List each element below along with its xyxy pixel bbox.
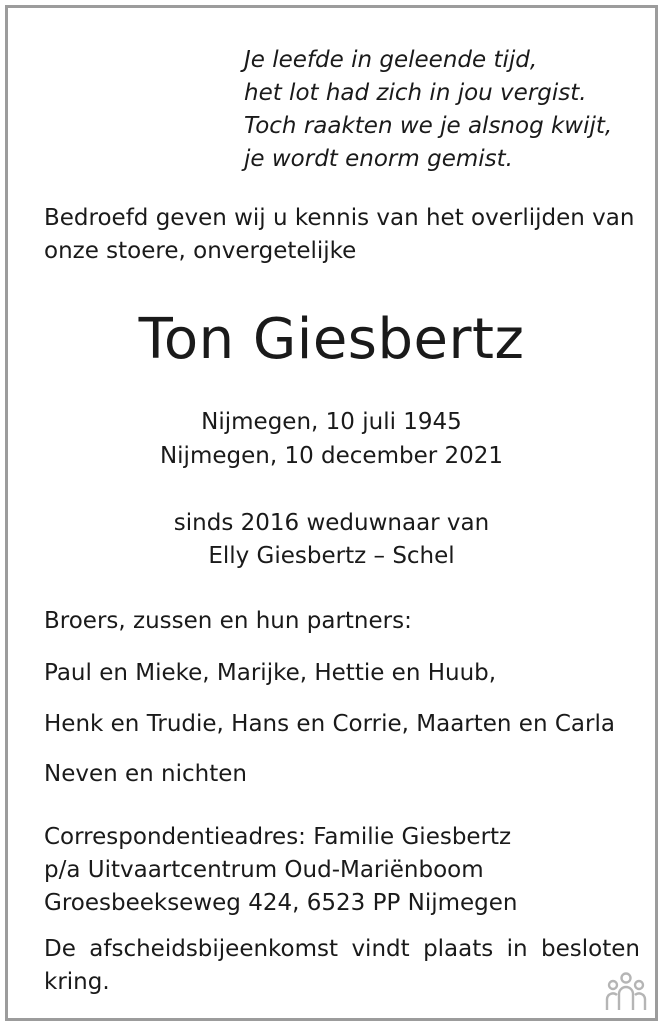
birth-info: Nijmegen, 10 juli 1945 xyxy=(201,409,462,435)
deceased-name: Ton Giesbertz xyxy=(138,307,525,372)
poem-line: Toch raakten we je alsnog kwijt, xyxy=(244,113,613,139)
address-line: p/a Uitvaartcentrum Oud-Mariënboom xyxy=(44,857,484,883)
address-line: Correspondentieadres: Familie Giesbertz xyxy=(44,824,512,850)
announcement xyxy=(44,202,644,268)
farewell-notice xyxy=(44,933,640,999)
poem-line: het lot had zich in jou vergist. xyxy=(244,80,587,106)
farewell-line: kring. xyxy=(44,969,110,995)
family-line: Neven en nichten xyxy=(44,761,247,787)
family-heading: Broers, zussen en hun partners: xyxy=(44,608,412,634)
death-info: Nijmegen, 10 december 2021 xyxy=(159,443,504,469)
widower-info: sinds 2016 weduwnaar van xyxy=(173,510,490,536)
people-group-icon xyxy=(603,970,649,1012)
correspondence-address xyxy=(44,821,644,920)
spouse-name: Elly Giesbertz – Schel xyxy=(208,543,455,569)
address-line: Groesbeekseweg 424, 6523 PP Nijmegen xyxy=(44,890,518,916)
obituary-card xyxy=(5,5,658,1021)
farewell-line: De afscheidsbijeenkomst vindt plaats in besloten xyxy=(44,936,640,962)
family-line: Paul en Mieke, Marijke, Hettie en Huub, xyxy=(44,660,497,686)
announcement-line: onze stoere, onvergetelijke xyxy=(44,238,357,264)
family-line: Henk en Trudie, Hans en Corrie, Maarten en Carla xyxy=(44,711,615,737)
poem-line: je wordt enorm gemist. xyxy=(244,146,513,172)
poem-line: Je leefde in geleende tijd, xyxy=(244,47,538,73)
poem xyxy=(244,44,612,176)
announcement-line: Bedroefd geven wij u kennis van het overlijden van xyxy=(44,205,635,231)
